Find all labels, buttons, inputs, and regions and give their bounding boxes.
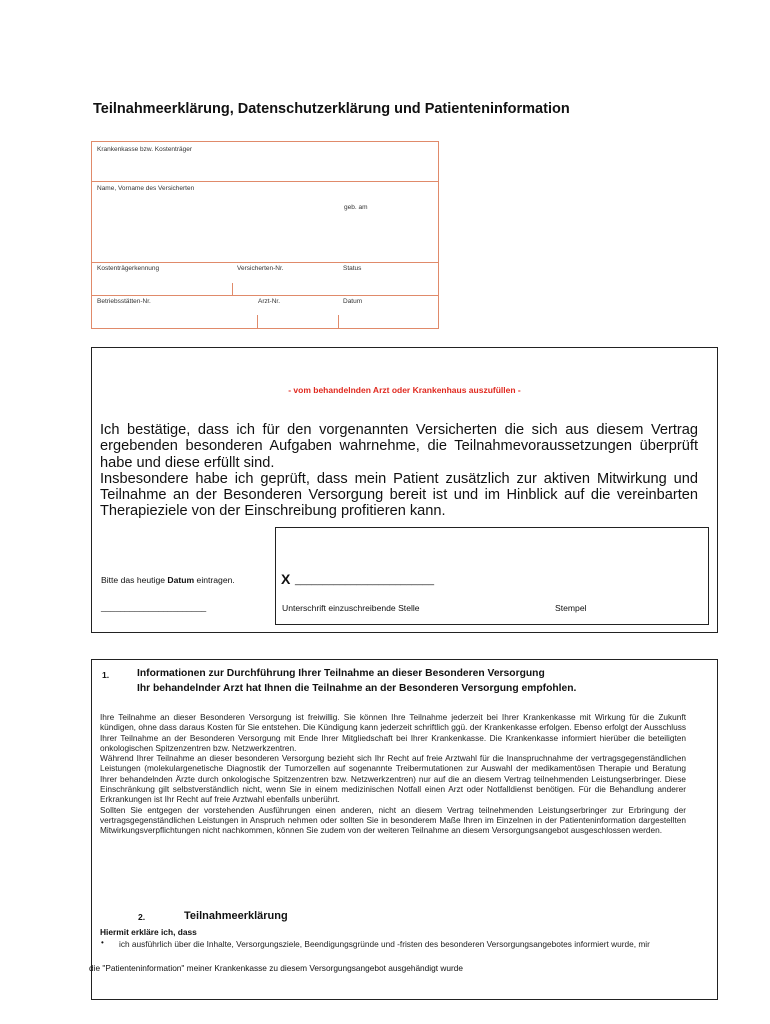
form-divider (92, 295, 438, 296)
date-entry-line[interactable]: ______________________ (101, 602, 207, 612)
section1-number: 1. (102, 670, 110, 680)
betriebsstaetten-label: Betriebsstätten-Nr. (97, 298, 151, 305)
section2-title: Teilnahmeerklärung (184, 910, 288, 922)
geb-label: geb. am (344, 204, 368, 211)
confirmation-paragraph: Ich bestätige, dass ich für den vorgenannten Versicherten die sich aus diesem Vertrag ergebenden besonderen Aufgaben wahrnehme, die Teilnahmevoraussetzungen überprüft habe und diese erfüllt sind. (100, 422, 698, 471)
krankenkasse-label: Krankenkasse bzw. Kostenträger (97, 146, 193, 153)
signature-line[interactable]: _________________________ (295, 575, 435, 586)
name-label: Name, Vorname des Versicherten (97, 185, 195, 192)
confirmation-paragraph: Insbesondere habe ich geprüft, dass mein Patient zusätzlich zur aktiven Mitwirkung und Teilnahme an der Besonderen Versorgung bereit ist und im Hinblick auf die vereinbarten Therapieziele von der Einschreibung profitieren kann. (100, 470, 698, 520)
declaration-intro: Hiermit erkläre ich, dass (100, 927, 197, 937)
declaration-bullet: ich ausführlich über die Inhalte, Versorgungsziele, Beendigungsgründe und -fristen des besonderen Versorgungsangebotes informiert wurde, mir (119, 939, 650, 949)
red-instruction-note: - vom behandelnden Arzt oder Krankenhaus auszufüllen - (288, 385, 521, 395)
form-divider (92, 181, 438, 182)
info-paragraph: Während Ihrer Teilnahme an dieser besonderen Versorgung bezieht sich Ihr Recht auf freie Arztwahl für die Inanspruchnahme der vertragsgegenständlichen Leistungen (molekulargenetische Diagnostik der Tumorzellen auf sogenannte Treibermutationen zur Auswahl der medikamentösen Therapie und Beratung Ihrer behandelnden Ärzte durch onkologische Spitzenzentren bzw. Netzwerkzentren) nur auf die an diesem Vertrag teilnehmenden Leistungserbringer. Diese Einschränkung gilt selbstverständlich nicht, wenn Sie in einem medizinischen Notfall einen Arzt oder Notfalldienst benötigen. Für die Behandlung anderer Erkrankungen ist Ihr Recht auf freie Arztwahl ebenfalls unberührt. (100, 753, 686, 805)
section1-subtitle: Ihr behandelnder Arzt hat Ihnen die Teilnahme an der Besonderen Versorgung empfohlen. (137, 683, 577, 694)
datum-label: Datum (343, 298, 363, 305)
section1-title: Informationen zur Durchführung Ihrer Teilnahme an dieser Besonderen Versorgung (137, 668, 545, 679)
section1-body (100, 712, 686, 836)
signature-label: Unterschrift einzuschreibende Stelle (282, 603, 420, 613)
field-separator (257, 315, 258, 328)
stamp-label: Stempel (555, 603, 587, 613)
signature-x-mark: X (281, 571, 291, 587)
info-paragraph: Sollten Sie entgegen der vorstehenden Ausführungen einen anderen, nicht an diesem Vertrag teilnehmenden Leistungserbringer zur Erbringung der vertragsgegenständlichen Leistungen in Anspruch nehmen oder sollten Sie in besonderem Maße Ihren im Einzelnen in der Patienteninformation dargestellten Mitwirkungsverpflichtungen nicht nachkommen, können Sie zudem von der weiteren Teilnahme an diesem Versorgungsangebot ausgeschlossen werden. (100, 804, 686, 836)
arzt-nr-label: Arzt-Nr. (258, 298, 281, 305)
section2-number: 2. (138, 912, 146, 922)
date-prompt: Bitte das heutige Datum eintragen. (101, 575, 235, 585)
insurance-header-form (91, 141, 439, 329)
declaration-last-line: die "Patienteninformation" meiner Krankenkasse zu diesem Versorgungsangebot ausgehändigt wurde (89, 963, 463, 973)
versicherten-nr-label: Versicherten-Nr. (237, 265, 284, 272)
page-title: Teilnahmeerklärung, Datenschutzerklärung und Patienteninformation (93, 101, 570, 117)
form-divider (92, 262, 438, 263)
bullet-icon: • (101, 938, 104, 947)
field-separator (338, 315, 339, 328)
info-paragraph: Ihre Teilnahme an dieser Besonderen Versorgung ist freiwillig. Sie können Ihre Teilnahme jederzeit bei Ihrer Krankenkasse mit Wirkung für die Zukunft kündigen, ohne dass daraus Kosten für Sie entstehen. Die Kündigung kann jederzeit schriftlich ggü. der Krankenkasse erfolgen. Ebenso erfolgt der Ausschluss Ihrer Teilnahme an der Besonderen Versorgung mit Ende Ihrer Mitgliedschaft bei Ihrer Krankenkasse. Die Krankenkasse informiert hierüber die beteiligten onkologischen Spitzenzentren bzw. Netzwerkzentren. (100, 712, 686, 753)
kostentraeger-label: Kostenträgerkennung (97, 265, 160, 272)
status-label: Status (343, 265, 362, 272)
confirmation-text (100, 422, 698, 520)
patient-information-box (91, 659, 718, 1000)
physician-confirmation-box (91, 347, 718, 633)
signature-box (275, 527, 709, 625)
